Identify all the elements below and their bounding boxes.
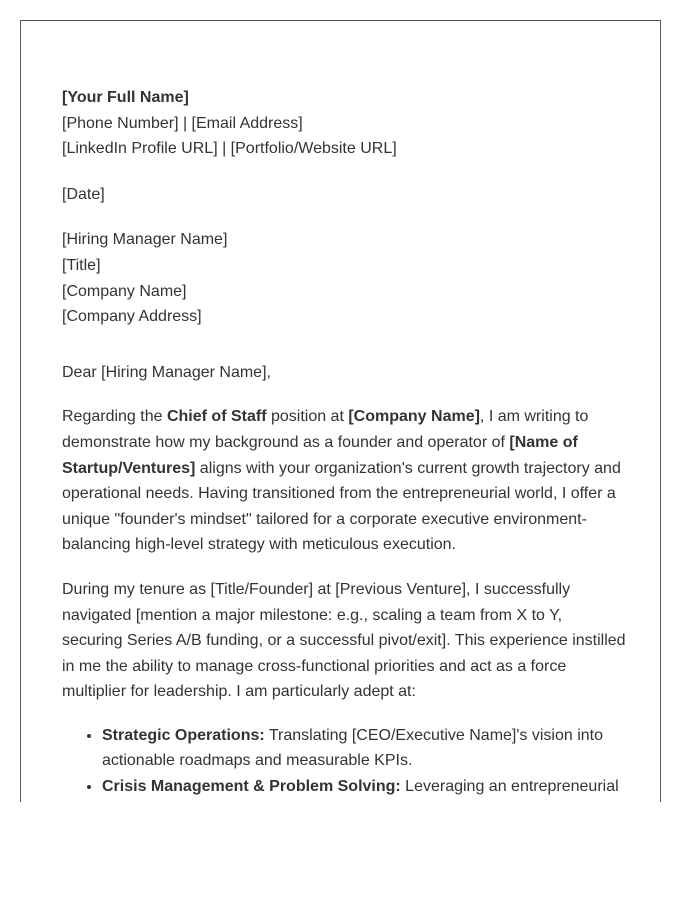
sender-contact: [Phone Number] | [Email Address]: [62, 114, 303, 132]
salutation-text: Dear [Hiring Manager Name],: [62, 363, 271, 381]
intro-company: [Company Name]: [348, 408, 480, 426]
recipient-name: [Hiring Manager Name]: [62, 231, 228, 249]
list-item: [102, 774, 627, 800]
letter-page: [20, 20, 661, 802]
paragraph-experience: During my tenure as [Title/Founder] at [Previous Venture], I successfully navigated [mention a major milestone: e.g., scaling a team from X to Y, securing Series A/B funding, or a successful pivot/exit]. This experience instilled in me the ability to manage cross-functional priorities and act as a force multiplier for leadership. I am particularly adept at:: [62, 580, 626, 701]
recipient-company: [Company Name]: [62, 282, 187, 300]
letter-date-block: [62, 182, 627, 208]
sender-name: [Your Full Name]: [62, 89, 189, 106]
paragraph-intro: [62, 404, 627, 558]
recipient-block: [62, 227, 627, 329]
list-item-text: Leveraging an entrepreneurial: [400, 778, 619, 796]
intro-position: Chief of Staff: [166, 408, 267, 426]
intro-text-2: position at: [266, 408, 349, 426]
intro-startup: [Name of Startup/Ventures]: [62, 433, 578, 477]
letter-date: [Date]: [62, 185, 105, 203]
list-item-text: Translating [CEO/Executive Name]'s vision into actionable roadmaps and measurable KPIs.: [102, 726, 604, 770]
skills-list: [62, 723, 627, 800]
sender-links: [LinkedIn Profile URL] | [Portfolio/Website URL]: [62, 140, 397, 158]
letter-content: [62, 85, 627, 800]
salutation: [62, 360, 627, 386]
list-item-label: Crisis Management & Problem Solving:: [102, 778, 401, 796]
intro-text-1: Regarding the: [62, 408, 167, 426]
list-item: [102, 723, 627, 774]
sender-header: [62, 85, 627, 162]
intro-text-3: , I am writing to demonstrate how my background as a founder and operator of: [62, 408, 589, 451]
intro-text-4: aligns with your organization's current growth trajectory and operational needs. Having transitioned from the entrepreneurial world, I offer a unique "founder's mindset" tailored for a corporate executive environment-balancing high-level strategy with meticulous execution.: [62, 459, 621, 554]
list-item-label: Strategic Operations:: [102, 726, 265, 744]
recipient-address: [Company Address]: [62, 308, 202, 326]
recipient-title: [Title]: [62, 256, 101, 274]
